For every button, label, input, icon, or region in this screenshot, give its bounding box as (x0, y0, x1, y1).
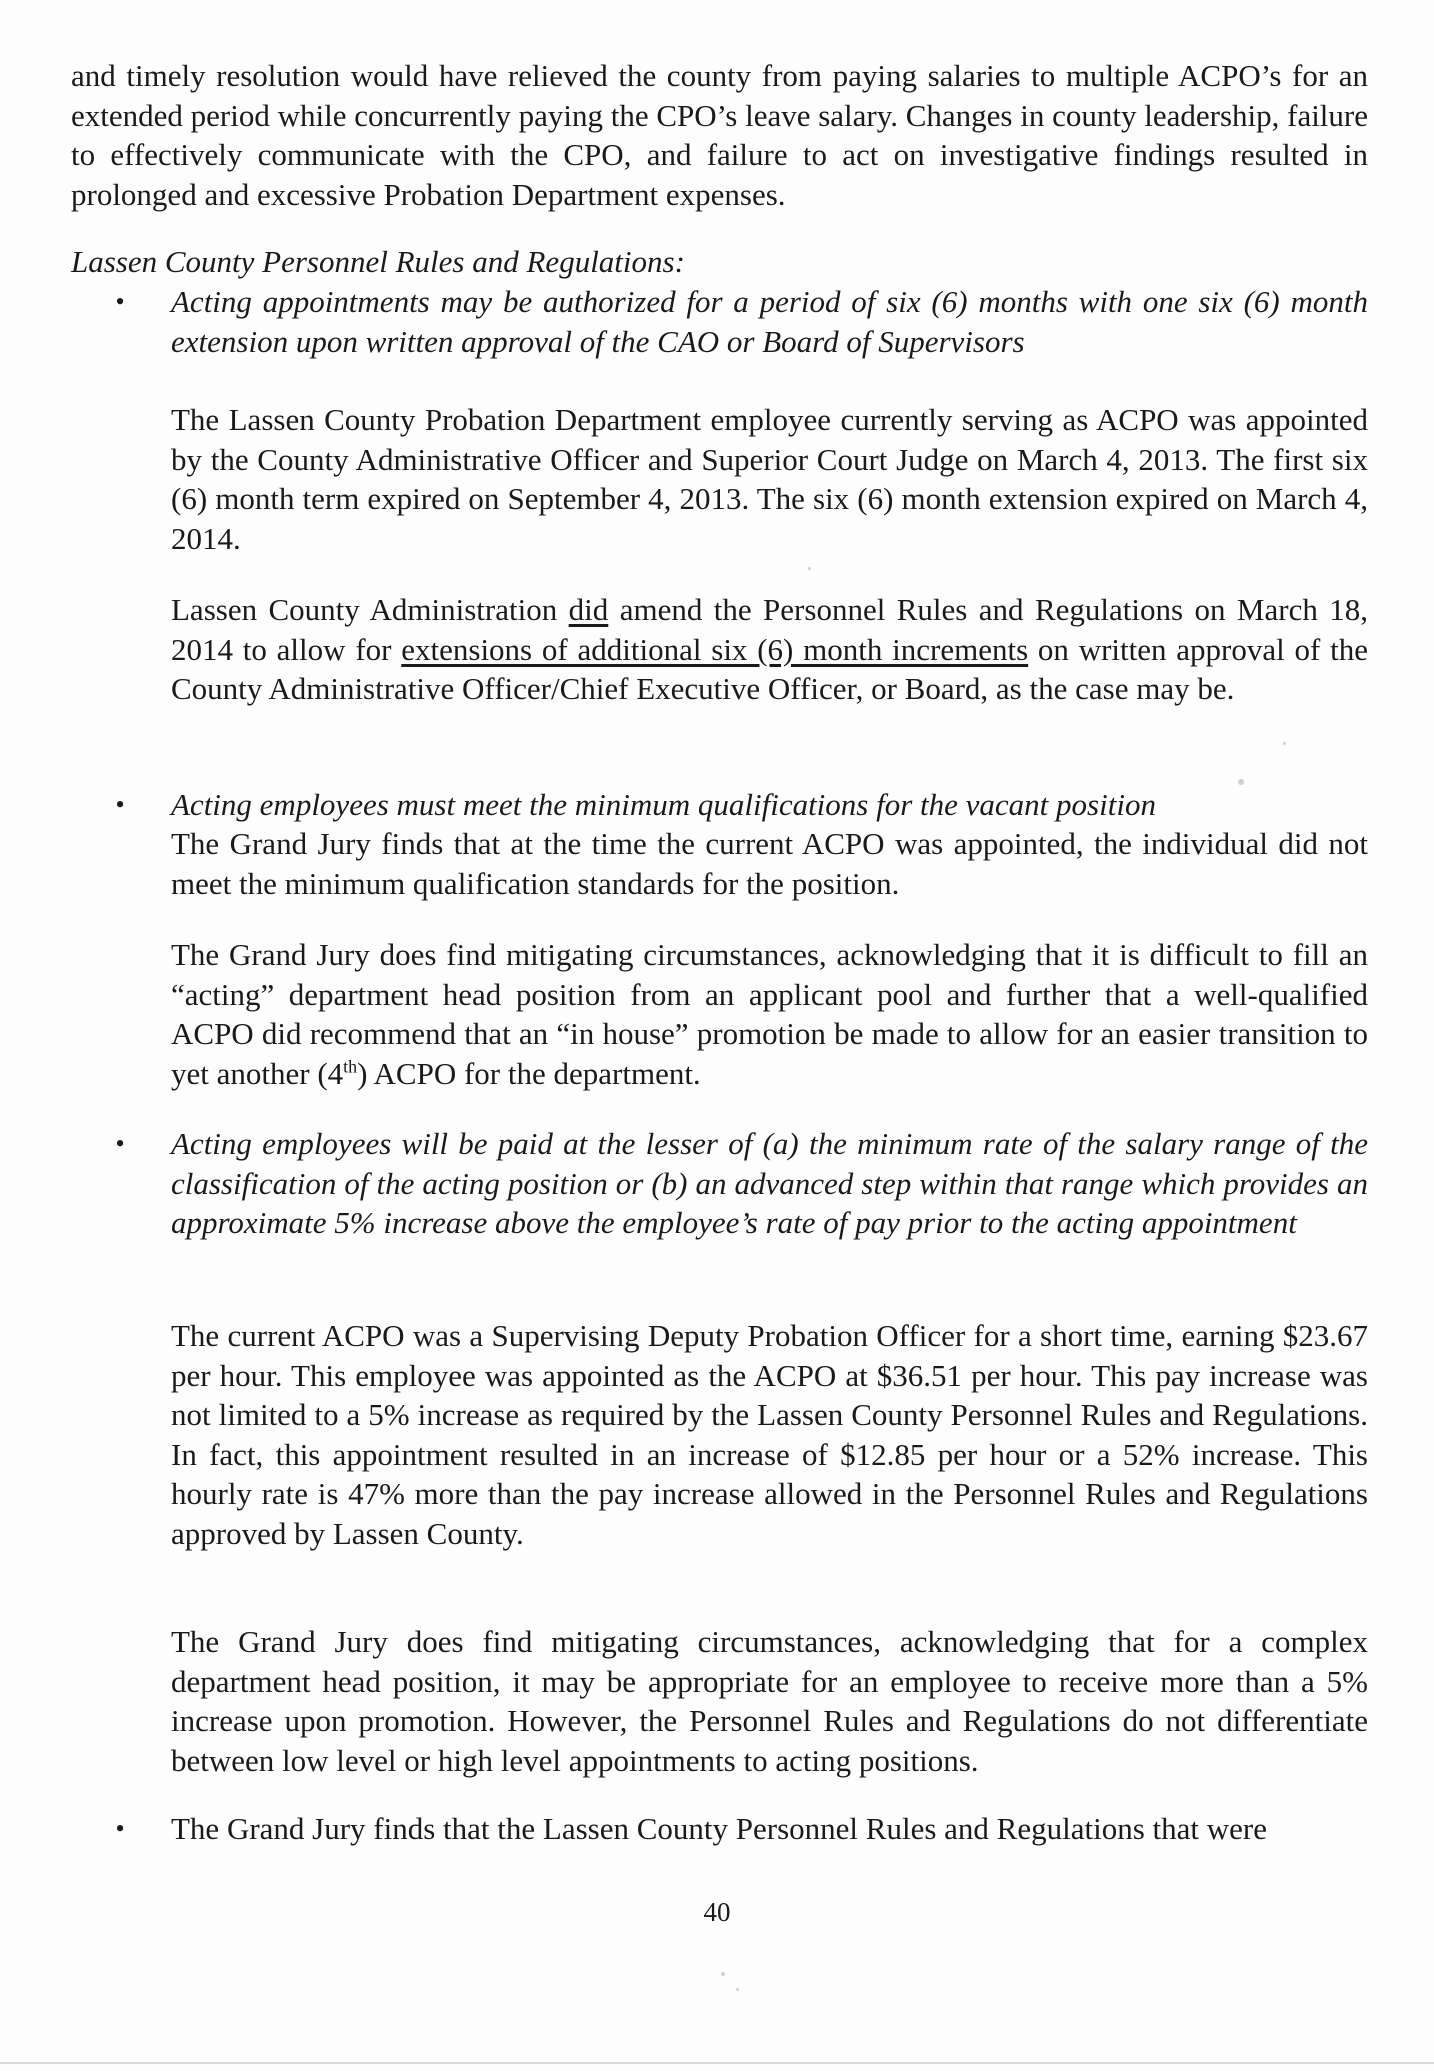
bullet-marker: • (115, 1129, 125, 1158)
finding-pay-increase: The current ACPO was a Supervising Deputy Probation Officer for a short time, earning $23.67 per hour. This employee was appointed as the ACPO at $36.51 per hour. This pay increase was not limited to a 5% increase as required by the Lassen County Personnel Rules and Regulations. In fact, this appointment resulted in an increase of $12.85 per hour or a 52% increase. This hourly rate is 47% more than the pay increase allowed in the Personnel Rules and Regulations approved by Lassen County. (171, 1318, 1368, 1551)
mitigation-pay-increase: The Grand Jury does find mitigating circumstances, acknowledging that for a complex department head position, it may be appropriate for an employee to receive more than a 5% increase upon promotion. However, the Personnel Rules and Regulations do not differentiate between low level or high level appointments to acting positions. (171, 1624, 1368, 1778)
rule-minimum-qualifications: Acting employees must meet the minimum qualifications for the vacant position (171, 787, 1156, 822)
scan-speck (1238, 779, 1244, 785)
page-number: 40 (703, 1897, 731, 1927)
amendment-text-start: Lassen County Administration (171, 592, 569, 627)
scan-speck (1283, 742, 1286, 745)
finding-appointment-dates: The Lassen County Probation Department employee currently serving as ACPO was appointed by the County Administrative Officer and Superior Court Judge on March 4, 2013. The first six (6) month term expired on September 4, 2013. The six (6) month extension expired on March 4, 2014. (171, 402, 1368, 556)
scan-speck (721, 1972, 725, 1976)
mitigation-qualifications (171, 935, 1368, 1093)
extensions-underlined: extensions of additional six (6) month increments (401, 631, 1029, 667)
bullet-marker: • (115, 790, 125, 819)
rule-acting-appointment-period: Acting appointments may be authorized for a period of six (6) months with one six (6) month extension upon written approval of the CAO or Board of Supervisors (171, 284, 1368, 359)
scan-speck (808, 567, 811, 570)
bullet-marker: • (115, 1814, 125, 1843)
bullet-marker: • (115, 287, 125, 316)
finding-qualifications: The Grand Jury finds that at the time the current ACPO was appointed, the individual did not meet the minimum qualification standards for the position. (171, 826, 1368, 901)
ordinal-suffix: th (343, 1056, 358, 1077)
mitigation-text-start: The Grand Jury does find mitigating circumstances, acknowledging that it is difficult to fill an “acting” department head position from an applicant pool and further that a well-qualified ACPO did recommend that an “in house” promotion be made to allow for an easier transition to yet another (4 (171, 937, 1368, 1091)
mitigation-text-end: ) ACPO for the department. (357, 1055, 701, 1091)
amendment-text-end: on written approval of the County Administrative Officer/Chief Executive Officer, or Board, as the case may be. (171, 631, 1368, 706)
finding-rules-amendment (171, 590, 1368, 709)
rule-acting-pay-rate: Acting employees will be paid at the lesser of (a) the minimum rate of the salary range of the classification of the acting position or (b) an advanced step within that range which provides an approximate 5% increase above the employee’s rate of pay prior to the acting appointment (171, 1126, 1368, 1240)
section-heading: Lassen County Personnel Rules and Regulations: (71, 244, 685, 279)
finding-personnel-rules: The Grand Jury finds that the Lassen County Personnel Rules and Regulations that were (171, 1811, 1267, 1846)
bottom-edge-line (0, 2062, 1434, 2064)
scan-speck (736, 1988, 739, 1991)
amendment-text-middle: amend the Personnel Rules and Regulations on March 18, 2014 to allow for (171, 592, 1369, 667)
intro-paragraph: and timely resolution would have relieved the county from paying salaries to multiple ACPO’s for an extended period while concurrently paying the CPO’s leave salary. Changes in county leadership, failure to effectively communicate with the CPO, and failure to act on investigative findings resulted in prolonged and excessive Probation Department expenses. (71, 58, 1369, 212)
did-underlined: did (568, 592, 609, 627)
